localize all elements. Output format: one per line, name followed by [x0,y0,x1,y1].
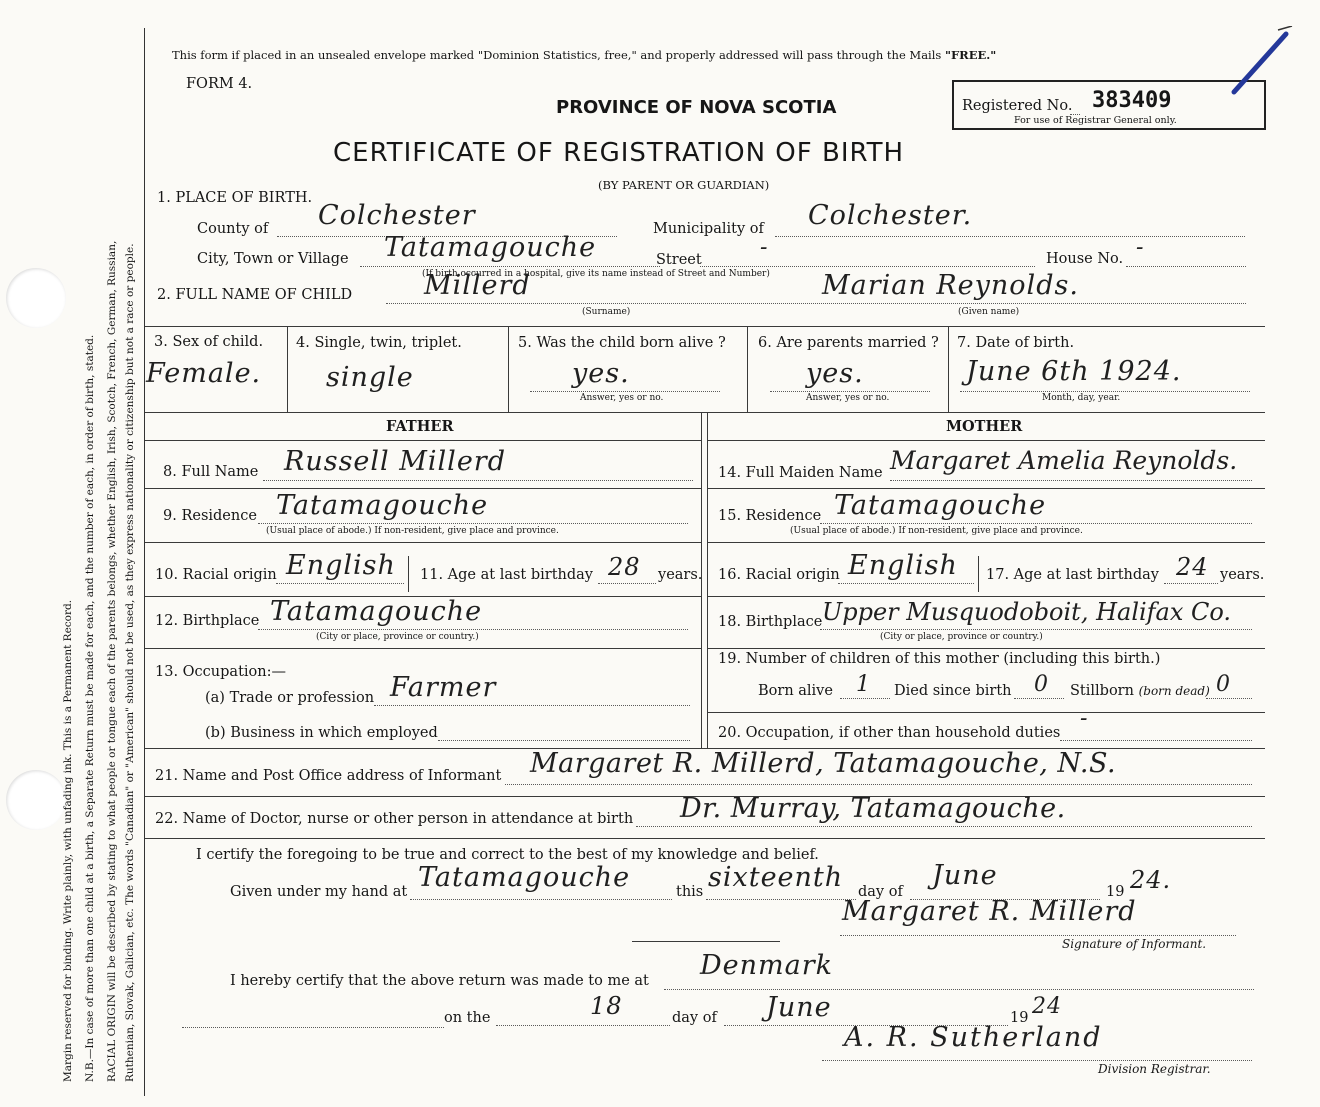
mother-occupation-label: 20. Occupation, if other than household duties [718,725,1061,741]
father-birthplace-label: 12. Birthplace [155,613,260,629]
house-label: House No. [1046,251,1124,267]
cert-day-label: day of [858,884,903,900]
mother-racial-divider [978,556,979,592]
mother-racial-label: 16. Racial origin [718,567,840,583]
mother-birthplace-label: 18. Birthplace [718,614,823,630]
doctor-label: 22. Name of Doctor, nurse or other person in attendance at birth [155,811,634,827]
died-line [1014,698,1064,699]
given-place-value: Tatamagouche [418,862,631,893]
cert-year-prefix: 19 [1106,884,1125,900]
registrar-lead-line [182,1027,444,1028]
mother-residence-note: (Usual place of abode.) If non-resident, give place and province. [790,526,1083,536]
parents-heading-rule-left [145,440,701,441]
mother-racial-value: English [848,550,958,581]
stillborn-line [1206,698,1252,699]
municipality-value: Colchester. [808,200,973,231]
cert-day-value: sixteenth [708,862,844,893]
father-residence-line [258,523,688,524]
doctor-rule [145,838,1265,839]
city-label: City, Town or Village [197,251,349,267]
margin-note-racial-origin: RACIAL ORIGIN will be described by stating to what people or tongue each of the parents belongs, whether English, Irish, Scotch, French, German, Russian, [106,240,118,1082]
father-row-rule-4 [145,648,701,649]
registrar-month-value: June [766,992,832,1023]
registrar-day-label: day of [672,1010,717,1026]
province-title: PROVINCE OF NOVA SCOTIA [556,97,837,118]
child-given-name: Marian Reynolds. [822,270,1079,301]
registrar-place-line [664,989,1254,990]
father-row-rule-1 [145,488,701,489]
binding-hole-bottom [6,770,66,830]
dob-value: June 6th 1924. [966,356,1182,387]
doctor-line [636,826,1252,827]
mother-age-unit: years. [1220,567,1265,583]
binding-hole-top [6,268,66,328]
mail-notice-text: This form if placed in an unsealed envelope marked "Dominion Statistics, free," and properly addressed will pass through the Mails [172,48,942,62]
mother-heading: MOTHER [946,418,1023,435]
form-number: FORM 4. [186,76,253,92]
stillborn-note: (born dead) [1138,684,1210,698]
street-line [700,266,1035,267]
informant-signature: Margaret R. Millerd [842,896,1137,927]
plurality-value: single [326,362,414,393]
certificate-subtitle: (BY PARENT OR GUARDIAN) [598,178,770,192]
mother-birthplace-note: (City or place, province or country.) [880,632,1043,642]
father-racial-value: English [286,550,396,581]
municipality-label: Municipality of [653,221,764,237]
mother-occupation-line [1060,740,1252,741]
informant-value: Margaret R. Millerd, Tatamagouche, N.S. [530,748,1117,779]
street-value: - [760,235,769,260]
father-name-line [263,480,693,481]
grid-divider-1 [287,326,288,412]
place-of-birth-label: 1. PLACE OF BIRTH. [157,190,313,206]
child-name-line [386,303,1246,304]
father-trade-line [374,705,690,706]
dob-line [960,391,1250,392]
registrar-year-prefix: 19 [1010,1010,1029,1026]
father-age-unit: years. [658,567,703,583]
surname-note: (Surname) [582,307,631,317]
died-value: 0 [1034,672,1049,697]
county-value: Colchester [318,200,476,231]
grid-divider-4 [948,326,949,412]
father-business-line [438,740,690,741]
margin-note-nationality: Ruthenian, Slovak, Galician, etc. The words "Canadian" or "American" should not be used, as they express nationality or citizenship but not a race or people. [124,243,136,1082]
mail-notice [172,48,996,62]
certificate-title: CERTIFICATE OF REGISTRATION OF BIRTH [333,138,905,168]
dob-label: 7. Date of birth. [957,335,1075,351]
separator-rule [632,941,780,942]
county-label: County of [197,221,269,237]
registered-label: Registered No. [962,98,1073,114]
city-line [360,266,660,267]
registered-box [952,80,1266,130]
father-age-line [598,583,656,584]
mother-row-rule-5 [708,712,1265,713]
informant-signature-label: Signature of Informant. [1062,937,1207,951]
day-line [706,899,856,900]
given-under-label: Given under my hand at [230,884,408,900]
mother-age-label: 17. Age at last birthday [986,567,1159,583]
born-alive-line [840,698,890,699]
stillborn-value: 0 [1216,672,1231,697]
street-label: Street [656,252,702,268]
father-age-label: 11. Age at last birthday [420,567,593,583]
father-racial-label: 10. Racial origin [155,567,277,583]
margin-note-multiple-births: N.B.—In case of more than one child at a birth, a Separate Return must be made for each, and the number of each, in order of birth, stated. [84,334,96,1082]
this-label: this [676,884,704,900]
father-name-value: Russell Millerd [284,446,506,477]
alive-label: 5. Was the child born alive ? [518,335,726,351]
registrar-signature-line [822,1060,1252,1061]
grid-top-rule [145,326,1265,327]
registrar-signature: A. R. Sutherland [844,1022,1103,1053]
grid-divider-2 [508,326,509,412]
margin-note-binding: Margin reserved for binding. Write plainly, with unfading ink. This is a Permanent Record. [62,599,74,1082]
cert-month-value: June [932,860,998,891]
plurality-label: 4. Single, twin, triplet. [296,335,462,351]
died-label: Died since birth [894,683,1012,699]
born-alive-value: 1 [856,672,871,697]
mother-birthplace-line [820,629,1252,630]
ink-pen-mark [1226,26,1296,96]
parents-heading-rule-right [708,440,1265,441]
parents-column-rule-b [707,412,708,748]
mother-residence-label: 15. Residence [718,508,822,524]
municipality-line [775,236,1245,237]
mother-row-rule-2 [708,542,1265,543]
mail-free: "FREE." [944,48,997,62]
registrar-day-value: 18 [590,992,623,1020]
father-birthplace-line [258,629,688,630]
hospital-note: (If birth occurred in a hospital, give its name instead of Street and Number) [422,269,770,279]
house-line [1126,266,1246,267]
mother-residence-line [820,523,1252,524]
mother-age-line [1164,583,1218,584]
father-birthplace-value: Tatamagouche [270,596,483,627]
margin-rule [144,28,145,1096]
child-surname: Millerd [424,270,531,301]
father-trade-value: Farmer [390,672,497,703]
father-business-label: (b) Business in which employed [205,725,438,741]
informant-line [505,784,1252,785]
married-line [770,391,930,392]
mother-name-line [890,480,1252,481]
mother-row-rule-3 [708,596,1265,597]
alive-value: yes. [572,358,630,389]
father-residence-note: (Usual place of abode.) If non-resident, give place and province. [266,526,559,536]
house-value: - [1136,235,1145,260]
father-residence-label: 9. Residence [163,508,257,524]
grid-bottom-rule [145,412,1265,413]
registrar-note: For use of Registrar General only. [1014,115,1177,126]
mother-residence-value: Tatamagouche [834,490,1047,521]
father-heading: FATHER [386,418,454,435]
child-name-label: 2. FULL NAME OF CHILD [157,287,353,303]
father-name-label: 8. Full Name [163,464,259,480]
mother-name-label: 14. Full Maiden Name [718,465,883,481]
registrar-place-value: Denmark [700,950,833,981]
informant-signature-line [840,935,1236,936]
father-age-value: 28 [608,553,641,581]
registrar-year-value: 24 [1032,994,1062,1019]
sex-value: Female. [146,358,262,389]
stillborn-text: Stillborn [1070,683,1134,699]
informant-label: 21. Name and Post Office address of Informant [155,768,502,784]
father-trade-label: (a) Trade or profession [205,690,375,706]
registrar-day-line [496,1025,670,1026]
grid-divider-3 [747,326,748,412]
mother-birthplace-value: Upper Musquodoboit, Halifax Co. [822,598,1232,626]
doctor-value: Dr. Murray, Tatamagouche. [680,793,1066,824]
married-label: 6. Are parents married ? [758,335,939,351]
married-note: Answer, yes or no. [806,393,890,403]
given-note: (Given name) [958,307,1020,317]
registrar-statement: I hereby certify that the above return was made to me at [230,973,649,989]
father-racial-divider [408,556,409,592]
mother-name-value: Margaret Amelia Reynolds. [890,446,1238,475]
mother-children-label: 19. Number of children of this mother (including this birth.) [718,651,1161,667]
registered-number: 383409 [1092,88,1172,113]
stillborn-label [1070,683,1210,699]
father-residence-value: Tatamagouche [276,490,489,521]
married-value: yes. [806,358,864,389]
father-birthplace-note: (City or place, province or country.) [316,632,479,642]
cert-year-value: 24. [1130,866,1172,894]
alive-line [530,391,720,392]
born-alive-label: Born alive [758,683,833,699]
mother-racial-line [838,583,974,584]
city-value: Tatamagouche [384,232,597,263]
certify-statement: I certify the foregoing to be true and correct to the best of my knowledge and belief. [196,847,819,863]
sex-label: 3. Sex of child. [154,334,264,350]
father-row-rule-2 [145,542,701,543]
mother-occupation-value: - [1080,706,1089,731]
father-occupation-label: 13. Occupation:— [155,664,286,680]
alive-note: Answer, yes or no. [580,393,664,403]
given-place-line [410,899,672,900]
dob-note: Month, day, year. [1042,393,1121,403]
mother-row-rule-4 [708,648,1265,649]
registrar-on-label: on the [444,1010,491,1026]
mother-row-rule-1 [708,488,1265,489]
registrar-signature-label: Division Registrar. [1098,1062,1211,1076]
father-racial-line [276,583,404,584]
mother-age-value: 24 [1176,553,1209,581]
